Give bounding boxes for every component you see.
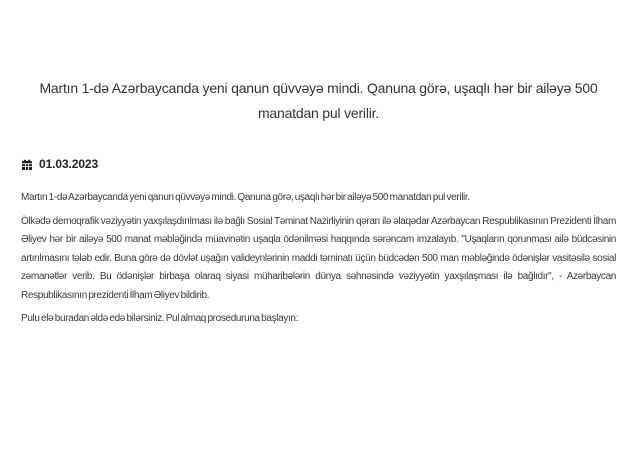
article-title: Martın 1-də Azərbaycanda yeni qanun qüvvəyə mindi. Qanuna görə, uşaqlı hər bir ailəyə 500 manatdan pul verilir. [39, 80, 598, 121]
article-body [0, 171, 637, 329]
article-paragraph-lead: Martın 1-də Azərbaycanda yeni qanun qüvvəyə mindi. Qanuna görə, uşaqlı hər bir ailəyə 500 manatdan pul verilir. [21, 192, 470, 203]
article-paragraph-cta: Pulu elə buradan əldə edə bilərsiniz. Pul almaq proseduruna başlayın: [21, 313, 299, 324]
publish-date: 01.03.2023 [39, 156, 99, 171]
article-paragraph-main: Ölkədə demoqrafik vəziyyətin yaxşılaşdırılması ilə bağlı Sosial Təminat Nazirliyinin qərarı ilə əlaqədar Azərbaycan Respublikasının Prezidenti İlham Əliyev hər bir ailəyə 500 manat məbləğində müavinətin uşaqla ödənilməsi haqqında sərəncam imzalayıb. "Uşaqların qorunması ailə büdcəsinin artırılmasını tələb edir. Buna görə də dövlət uşağın valideynlərinin maddi təminatı üçün büdcədən 500 man məbləğində ödənişlər vasitəsilə sosial zəmanətlər verib. Bu ödənişlər birbaşa olaraq siyasi müharibələrin dünya səhnəsində vəziyyətin yaxşılaşması ilə bağlıdır", - Azərbaycan Respublikasının prezidenti İlham Əliyev bildirib. [21, 215, 616, 301]
publish-date-row [21, 156, 616, 171]
article-page [0, 76, 637, 476]
calendar-icon [21, 158, 33, 170]
